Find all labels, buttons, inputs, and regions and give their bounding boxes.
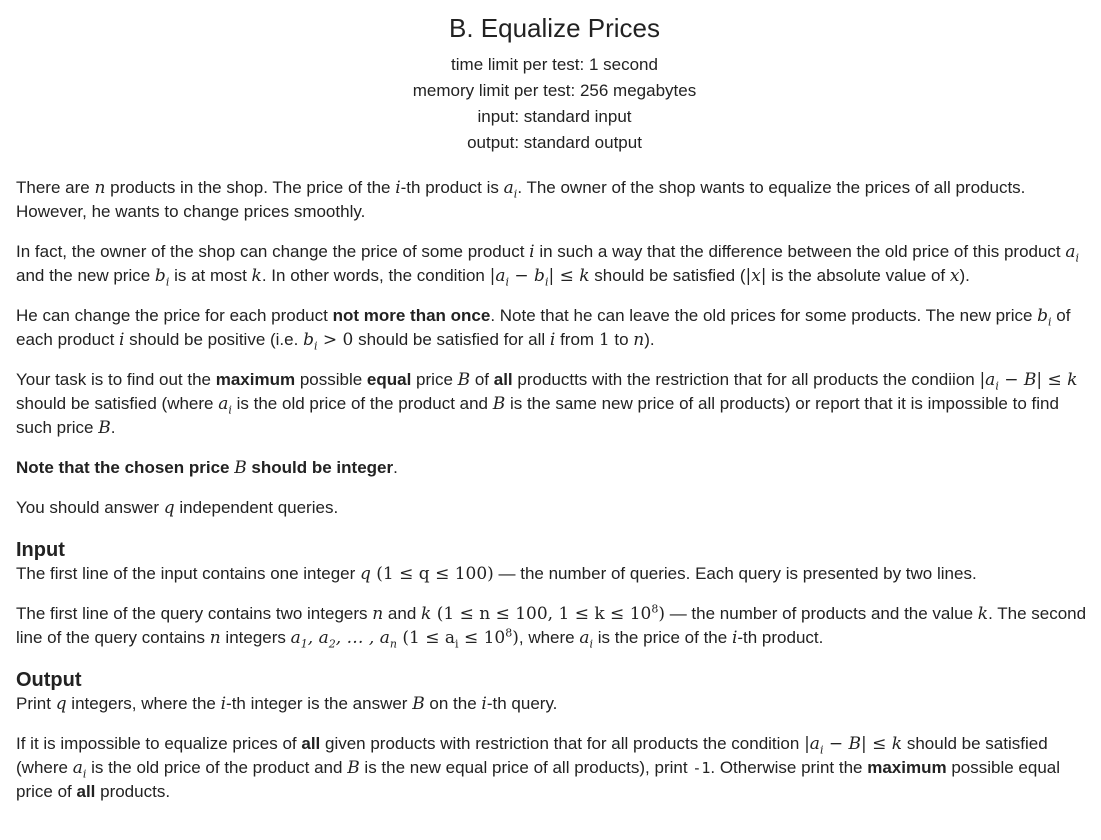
math-base: a xyxy=(1065,242,1076,262)
math-var xyxy=(218,394,232,417)
input-paragraph-2 xyxy=(16,602,1093,650)
time-limit: time limit per test: 1 second xyxy=(451,55,658,74)
math-var: q xyxy=(55,694,67,714)
text: is the price of the xyxy=(593,628,732,647)
text: of each product xyxy=(16,306,1071,349)
statement-paragraph-3 xyxy=(16,304,1093,352)
text: given products with restriction that for all products the condition xyxy=(320,734,805,753)
math-part: ) xyxy=(658,604,665,624)
math-condition xyxy=(489,266,590,289)
math-sub: i xyxy=(589,637,594,651)
math-base: a xyxy=(72,758,83,778)
math-var: B xyxy=(492,394,506,414)
math-sub: i xyxy=(228,403,232,417)
text: . The owner of the shop wants to equalize the prices of all products. However, he wants to change prices smoothly. xyxy=(16,178,1026,221)
text: products. xyxy=(95,782,171,801)
text: possible equal price of xyxy=(16,758,1061,801)
math-var: k xyxy=(421,604,432,624)
math-var: n xyxy=(372,604,384,624)
memory-limit: memory limit per test: 256 megabytes xyxy=(412,81,697,100)
math-condition xyxy=(396,626,519,651)
bold-text: all xyxy=(493,370,513,389)
math-base: a xyxy=(218,394,229,414)
text: is the old price of the product and xyxy=(86,758,348,777)
text: . The second line of the query contains xyxy=(16,604,1087,647)
text: Your task is to find out the xyxy=(16,370,216,389)
text: Note that the chosen price xyxy=(16,458,235,477)
math-part: |a xyxy=(804,734,820,754)
math-var: i xyxy=(220,694,227,714)
math-part: b xyxy=(303,330,314,350)
output-paragraph-1 xyxy=(16,692,1093,716)
text: . xyxy=(393,458,398,477)
problem-title: B. Equalize Prices xyxy=(449,13,660,43)
math-var xyxy=(1065,242,1080,265)
math-sub: i xyxy=(819,743,824,757)
math-sub: i xyxy=(1075,251,1080,265)
statement-paragraph-6 xyxy=(16,496,1093,520)
math-var: n xyxy=(209,628,221,648)
math-var: x xyxy=(949,266,960,286)
math-part: ) xyxy=(512,628,519,648)
output-section-title: Output xyxy=(16,669,82,691)
text: . Otherwise print the xyxy=(710,758,868,777)
math-var: i xyxy=(481,694,487,714)
text: independent queries. xyxy=(174,498,339,517)
math-sub: i xyxy=(1048,315,1052,329)
input-paragraph-1 xyxy=(16,562,1093,586)
text: should be satisfied (where xyxy=(16,394,219,413)
text: -th integer is the answer xyxy=(226,694,413,713)
math-var: B xyxy=(457,370,471,390)
text: integers, where the xyxy=(66,694,221,713)
math-sub: i xyxy=(513,187,518,201)
text: is the absolute value of xyxy=(766,266,950,285)
math-sub: i xyxy=(995,379,999,393)
statement-paragraph-1 xyxy=(16,176,1093,224)
text: and the new price xyxy=(16,266,155,285)
text: is the same new price of all products) or report that it is impossible to find such price xyxy=(16,394,1059,437)
math-var: i xyxy=(731,628,738,648)
output-spec: output: standard output xyxy=(467,133,642,152)
math-var: i xyxy=(549,330,556,350)
math-var: q xyxy=(359,564,371,584)
math-part: (1 ≤ n ≤ 100, 1 ≤ k ≤ 10 xyxy=(431,604,652,624)
text: should be positive (i.e. xyxy=(124,330,304,349)
math-var: q xyxy=(163,498,175,518)
math-var: n xyxy=(94,178,106,198)
bold-text: maximum xyxy=(215,370,296,389)
math-part: (1 ≤ a xyxy=(396,628,456,648)
bold-note xyxy=(16,458,393,477)
math-condition xyxy=(979,370,1078,393)
math-var xyxy=(579,628,594,651)
math-var: i xyxy=(395,178,401,198)
math-var: i xyxy=(529,242,535,262)
text: on the xyxy=(424,694,482,713)
text: -th product is xyxy=(400,178,504,197)
text: . In other words, the condition xyxy=(261,266,490,285)
math-part: − B| ≤ k xyxy=(823,734,903,754)
math-var: i xyxy=(119,330,125,350)
bold-text: maximum xyxy=(867,758,947,777)
text: price xyxy=(411,370,458,389)
math-var xyxy=(503,178,518,201)
math-sub: 1 xyxy=(300,637,308,651)
text: If it is impossible to equalize prices of xyxy=(16,734,302,753)
math-var xyxy=(72,758,87,781)
input-section-title: Input xyxy=(16,539,65,561)
text: is at most xyxy=(169,266,252,285)
problem-header xyxy=(16,0,1093,156)
bold-text: equal xyxy=(366,370,412,389)
text: He can change the price for each product xyxy=(16,306,333,325)
output-paragraph-2 xyxy=(16,732,1093,804)
text: ). xyxy=(959,266,970,285)
math-sup: 8 xyxy=(505,626,513,640)
text: ). xyxy=(644,330,655,349)
text: Print xyxy=(16,694,56,713)
math-part: > 0 xyxy=(317,330,354,350)
text: productts with the restriction that for all products the condiion xyxy=(512,370,980,389)
math-part: − b xyxy=(509,266,545,286)
math-sub: i xyxy=(165,275,170,289)
text: -th query. xyxy=(486,694,558,713)
math-part: |a xyxy=(489,266,506,286)
text: of xyxy=(470,370,494,389)
text: from xyxy=(555,330,599,349)
math-var: n xyxy=(633,330,645,350)
math-sequence xyxy=(290,628,397,651)
bold-text: all xyxy=(76,782,96,801)
math-part: , … , a xyxy=(335,628,390,648)
text: should be satisfied (where xyxy=(16,734,1048,777)
statement-paragraph-2 xyxy=(16,240,1093,288)
math-var xyxy=(154,266,170,289)
text: , where xyxy=(518,628,580,647)
text: and xyxy=(383,604,422,623)
math-var: k xyxy=(977,604,989,624)
statement-paragraph-5 xyxy=(16,456,1093,480)
text: There are xyxy=(16,178,95,197)
text: . Note that he can leave the old prices for some products. The new price xyxy=(490,306,1038,325)
text: The first line of the input contains one integer xyxy=(16,564,360,583)
text: to xyxy=(609,330,634,349)
text: should be integer xyxy=(246,458,394,477)
bold-text: all xyxy=(301,734,321,753)
math-sub: 2 xyxy=(328,637,336,651)
text: should be satisfied ( xyxy=(589,266,746,285)
math-part: , a xyxy=(307,628,329,648)
statement-paragraph-4 xyxy=(16,368,1093,440)
math-base: b xyxy=(1037,306,1049,326)
math-part: − B| ≤ k xyxy=(998,370,1078,390)
math-sup: 8 xyxy=(651,602,659,616)
math-sub: i xyxy=(82,767,87,781)
text: — the number of products and the value xyxy=(664,604,978,623)
input-spec: input: standard input xyxy=(477,107,632,126)
text: is the old price of the product and xyxy=(231,394,493,413)
math-var: B xyxy=(412,694,425,714)
math-part: ≤ 10 xyxy=(458,628,506,648)
math-part: a xyxy=(290,628,301,648)
math-condition xyxy=(431,604,665,624)
math-base: b xyxy=(154,266,166,286)
math-sub: i xyxy=(505,275,509,289)
math-var: B xyxy=(98,418,111,438)
math-condition: (1 ≤ q ≤ 100) xyxy=(370,564,494,584)
math-sub: i xyxy=(313,339,318,353)
text: in such a way that the difference between the old price of this product xyxy=(534,242,1066,261)
text: should be satisfied for all xyxy=(353,330,550,349)
math-var xyxy=(1037,306,1052,329)
text: — the number of queries. Each query is presented by two lines. xyxy=(493,564,977,583)
math-number: 1 xyxy=(598,330,610,350)
math-condition xyxy=(804,734,903,757)
math-base: a xyxy=(579,628,590,648)
text: . xyxy=(110,418,116,437)
text: -th product. xyxy=(737,628,824,647)
math-sub: i xyxy=(455,637,459,651)
text: is the new equal price of all products), print xyxy=(359,758,693,777)
text: possible xyxy=(295,370,367,389)
text: In fact, the owner of the shop can change the price of some product xyxy=(16,242,530,261)
code-text: -1 xyxy=(692,759,711,777)
math-var: |x| xyxy=(745,266,767,286)
text: The first line of the query contains two integers xyxy=(16,604,373,623)
math-var: B xyxy=(234,458,247,478)
math-part: | ≤ k xyxy=(548,266,590,286)
text: integers xyxy=(220,628,291,647)
math-var: k xyxy=(251,266,262,286)
math-sub: i xyxy=(544,275,549,289)
math-var: B xyxy=(347,758,360,778)
bold-text: not more than once xyxy=(332,306,491,325)
math-part: |a xyxy=(979,370,996,390)
text: products in the shop. The price of the xyxy=(105,178,396,197)
math-condition xyxy=(303,330,354,353)
text: You should answer xyxy=(16,498,164,517)
math-base: a xyxy=(503,178,514,198)
math-sub: n xyxy=(389,637,397,651)
